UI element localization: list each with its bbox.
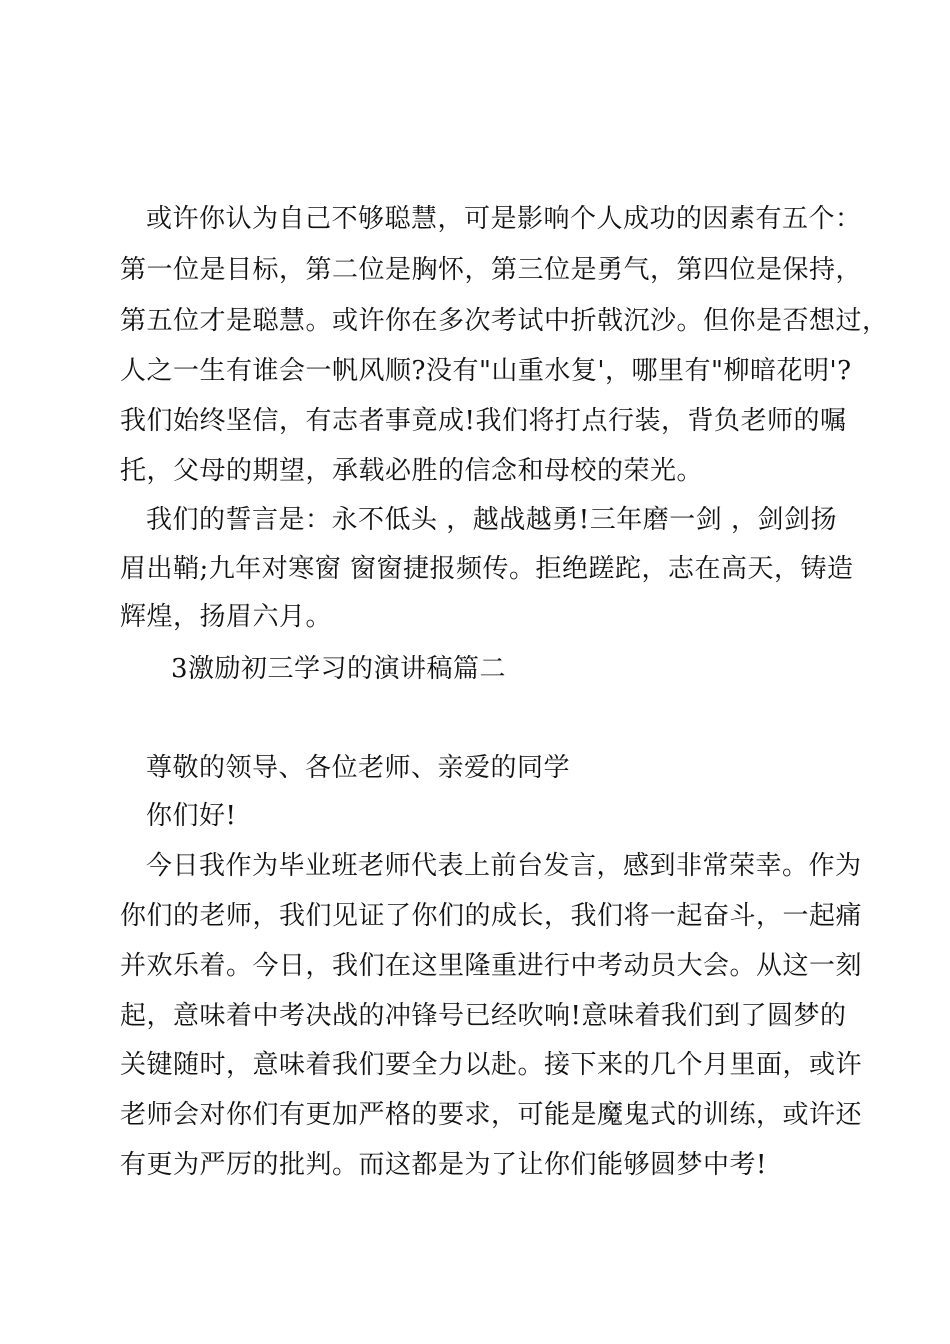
- paragraph-1-line-2: 第一位是目标，第二位是胸怀，第三位是勇气，第四位是保持，: [120, 255, 863, 285]
- paragraph-3-line-6: 老师会对你们有更加严格的要求，可能是魔鬼式的训练，或许还: [120, 1100, 863, 1130]
- paragraph-3-line-2: 你们的老师，我们见证了你们的成长，我们将一起奋斗，一起痛: [120, 901, 863, 931]
- paragraph-2-line-3: 辉煌，扬眉六月。: [120, 602, 333, 632]
- greeting: 你们好!: [146, 801, 237, 831]
- paragraph-2-line-2: 眉出鞘;九年对寒窗 窗窗捷报频传。拒绝蹉跎，志在高天，铸造: [120, 554, 854, 584]
- paragraph-1-line-1: 或许你认为自己不够聪慧，可是影响个人成功的因素有五个：: [146, 204, 862, 234]
- paragraph-1-line-6: 托，父母的期望，承载必胜的信念和母校的荣光。: [120, 456, 704, 486]
- section-heading: 3激励初三学习的演讲稿篇二: [171, 654, 507, 684]
- paragraph-1-line-3: 第五位才是聪慧。或许你在多次考试中折戟沉沙。但你是否想过，: [120, 306, 889, 336]
- paragraph-3-line-3: 并欢乐着。今日，我们在这里隆重进行中考动员大会。从这一刻: [120, 951, 863, 981]
- paragraph-3-line-4: 起，意味着中考决战的冲锋号已经吹响!意味着我们到了圆梦的: [120, 1001, 847, 1031]
- paragraph-3-line-7: 有更为严厉的批判。而这都是为了让你们能够圆梦中考!: [120, 1150, 767, 1180]
- paragraph-1-line-5: 我们始终坚信，有志者事竟成!我们将打点行装，背负老师的嘱: [120, 406, 847, 436]
- paragraph-3-line-1: 今日我作为毕业班老师代表上前台发言，感到非常荣幸。作为: [146, 851, 862, 881]
- salutation: 尊敬的领导、各位老师、亲爱的同学: [146, 753, 571, 783]
- paragraph-3-line-5: 关键随时，意味着我们要全力以赴。接下来的几个月里面，或许: [120, 1050, 863, 1080]
- paragraph-1-line-4: 人之一生有谁会一帆风顺?没有"山重水复'，哪里有"柳暗花明'?: [120, 356, 852, 386]
- paragraph-2-line-1: 我们的誓言是：永不低头 ，越战越勇!三年磨一剑 ，剑剑扬: [146, 505, 837, 535]
